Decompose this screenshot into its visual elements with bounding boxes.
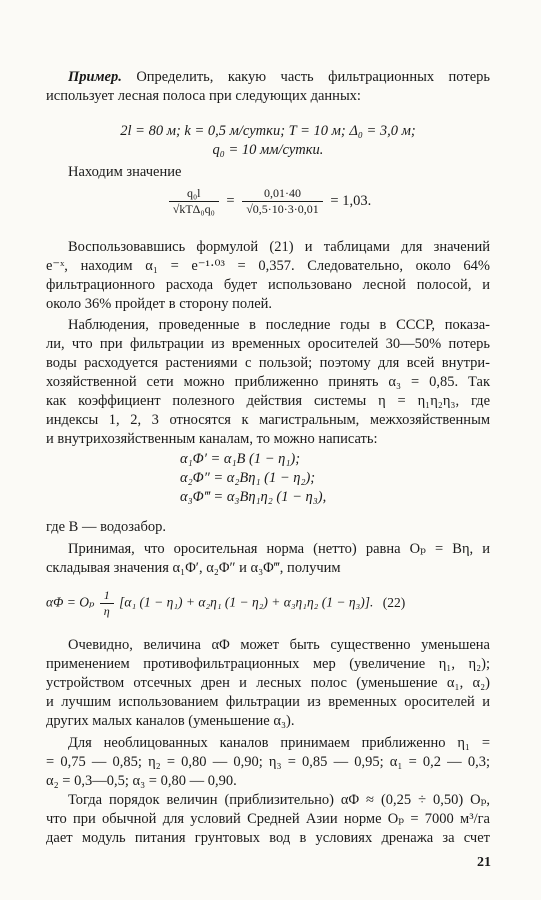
example-paragraph: Пример. Определить, какую часть фильтрационных потерь использует лесная полоса при следующих данных: xyxy=(46,69,490,104)
paragraph-unlined-canals: Для необлицованных каналов принимаем приближенно η₁ = = 0,75 — 0,85; η₂ = 0,80 — 0,90; η₃ = 0,85 — 0,95; α₁ = 0,2 — 0,3; α₂ = 0,3—0,5; α₃ = 0,80 — 0,90. xyxy=(46,735,490,789)
paragraph-observations: Наблюдения, проведенные в последние годы в СССР, показа- ли, что при фильтрации из временных оросителей 30—50% потерь воды расходуется растениями с пользой; поэтому для всей внутри- хозяйственной сети можно приближенно принять α₃ = 0,85. Так как коэффициент полезного действия системы η = η₁η₂η₃, где индексы 1, 2, 3 относятся к магистральным, межхозяйственным и внутрихозяйственным каналам, то можно написать: xyxy=(46,317,490,447)
find-value-text: Находим значение xyxy=(68,164,182,180)
paragraph-obviously: Очевидно, величина αΦ может быть существенно уменьшена применением противофильтрационных мер (увеличение η₁, η₂); устройством отсечных дрен и лесных полос (уменьшение α₁, α₂) и лучшим использованием фильтрации из временных оросителей и других малых каналов (уменьшение α₃). xyxy=(46,637,490,729)
given-data-formula: 2l = 80 м; k = 0,5 м/сутки; T = 10 м; Δ₀ = 3,0 м; q₀ = 10 мм/сутки. xyxy=(120,123,416,158)
paragraph-formula-21: Воспользовавшись формулой (21) и таблицами для значений e⁻ˣ, находим α₁ = e⁻¹·⁰³ = 0,357. Следовательно, около 64% фильтрационного расхода будет использовано лесной полосой, и около 36% пройдет в сторону полей. xyxy=(46,239,490,312)
equation-value: $\frac{\text{q₀l}}{\text{√kTΔ₀q₀}}$ = $\frac{0,01\cdot 40}{√0,5\cdot 10\cdot 3\cdot 0,01}$ = 1,03. xyxy=(46,186,490,217)
paragraph-accepting: Принимая, что оросительная норма (нетто) равна Oₚ = Bη, и складывая значения α₁Φ′, α₂Φ″ и α₃Φ‴, получим xyxy=(46,541,490,576)
equation-number: (22) xyxy=(382,594,406,610)
equation-system: α₁Φ′ = α₁B (1 − η₁); α₂Φ″ = α₂Bη₁ (1 − η₂); α₃Φ‴ = α₃Bη₁η₂ (1 − η₃), xyxy=(180,451,327,505)
example-label: Пример. xyxy=(68,69,122,85)
paragraph-order-of-magnitude: Тогда порядок величин (приблизительно) αΦ ≈ (0,25 ÷ 0,50) Oₚ, что при обычной для условий Средней Азии норме Oₚ = 7000 м³/га дает модуль питания грунтовых вод в условиях дренажа за счет xyxy=(46,792,490,846)
equation-22: αΦ = Oₚ $\frac{1}{\eta}$ [α₁ (1 − η₁) + α₂η₁ (1 − η₂) + α₃η₁η₂ (1 − η₃)]. (22) xyxy=(46,588,406,618)
where-text: где B — водозабор. xyxy=(46,519,166,535)
page-number: 21 xyxy=(477,855,491,870)
